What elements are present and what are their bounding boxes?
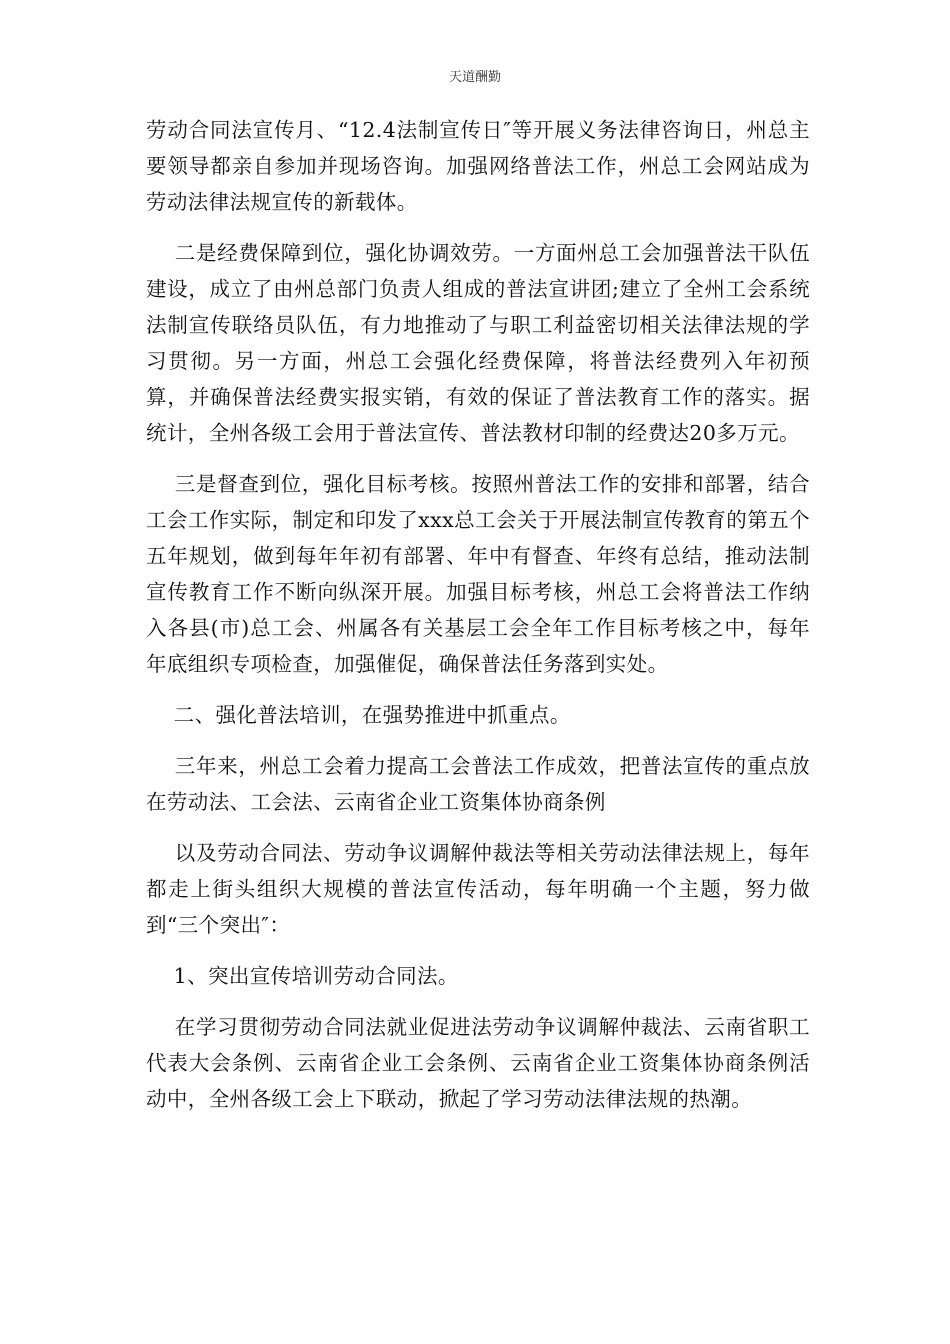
- paragraph-three-years: 三年来，州总工会着力提高工会普法工作成效，把普法宣传的重点放在劳动法、工会法、云南省企业工资集体协商条例: [146, 754, 810, 814]
- paragraph-supervision: 三是督查到位，强化目标考核。按照州普法工作的安排和部署，结合工会工作实际，制定和印发了xxx总工会关于开展法制宣传教育的第五个五年规划，做到每年年初有部署、年中有督查、年终有总结，推动法制宣传教育工作不断向纵深开展。加强目标考核，州总工会将普法工作纳入各县(市)总工会、州属各有关基层工会全年工作目标考核之中，每年年底组织专项检查，加强催促，确保普法任务落到实处。: [146, 472, 810, 676]
- paragraph-three-highlights: 以及劳动合同法、劳动争议调解仲裁法等相关劳动法律法规上，每年都走上街头组织大规模的普法宣传活动，每年明确一个主题，努力做到“三个突出″：: [146, 841, 810, 937]
- section-heading-training: 二、强化普法培训，在强势推进中抓重点。: [146, 703, 571, 727]
- document-body: [146, 112, 810, 1132]
- paragraph-study-campaign: 在学习贯彻劳动合同法就业促进法劳动争议调解仲裁法、云南省职工代表大会条例、云南省企业工会条例、云南省企业工资集体协商条例活动中，全州各级工会上下联动，掀起了学习劳动法律法规的热潮。: [146, 1015, 810, 1111]
- paragraph-funding: 二是经费保障到位，强化协调效劳。一方面州总工会加强普法干队伍建设，成立了由州总部门负责人组成的普法宣讲团;建立了全州工会系统法制宣传联络员队伍，有力地推动了与职工利益密切相关法律法规的学习贯彻。另一方面，州总工会强化经费保障，将普法经费列入年初预算，并确保普法经费实报实销，有效的保证了普法教育工作的落实。据统计，全州各级工会用于普法宣传、普法教材印制的经费达20多万元。: [146, 241, 810, 445]
- subheading-labor-contract: 1、突出宣传培训劳动合同法。: [146, 964, 459, 988]
- paragraph-continuation: 劳动合同法宣传月、“12.4法制宣传日″等开展义务法律咨询日，州总主要领导都亲自参加并现场咨询。加强网络普法工作，州总工会网站成为劳动法律法规宣传的新载体。: [146, 118, 810, 214]
- page-header: 天道酬勤: [448, 70, 501, 85]
